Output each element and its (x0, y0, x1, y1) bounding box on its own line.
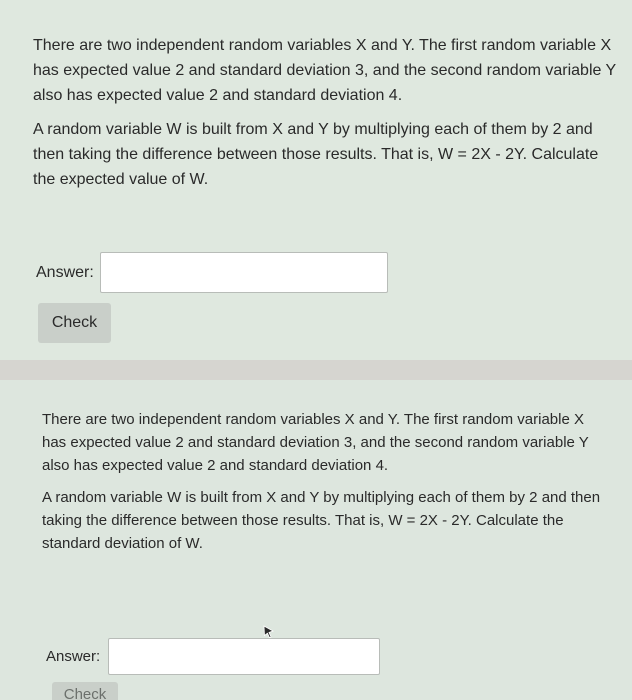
question-2-text (42, 408, 612, 555)
question-1-check-button[interactable]: Check (38, 303, 111, 343)
question-2-paragraph-1: There are two independent random variables X and Y. The first random variable X has expected value 2 and standard deviation 3, and the second random variable Y also has expected value 2 and standard deviation 4. (42, 411, 589, 474)
question-1-paragraph-2: A random variable W is built from X and Y by multiplying each of them by 2 and then taking the difference between those results. That is, W = 2X - 2Y. Calculate the expected value of W. (33, 121, 599, 188)
question-2-panel (0, 380, 632, 700)
question-1-answer-label: Answer: (36, 263, 94, 281)
question-1-paragraph-1: There are two independent random variables X and Y. The first random variable X has expected value 2 and standard deviation 3, and the second random variable Y also has expected value 2 and standard deviation 4. (33, 37, 616, 104)
question-2-paragraph-2: A random variable W is built from X and Y by multiplying each of them by 2 and then taking the difference between those results. That is, W = 2X - 2Y. Calculate the standard deviation of W. (42, 489, 601, 552)
question-2-answer-row (46, 638, 380, 675)
question-2-answer-label: Answer: (46, 648, 101, 665)
question-1-text (33, 33, 623, 192)
question-2-check-button[interactable]: Check (52, 682, 118, 700)
question-1-answer-input[interactable] (100, 252, 388, 293)
question-2-answer-input[interactable] (108, 638, 380, 675)
question-1-answer-row (36, 252, 388, 293)
